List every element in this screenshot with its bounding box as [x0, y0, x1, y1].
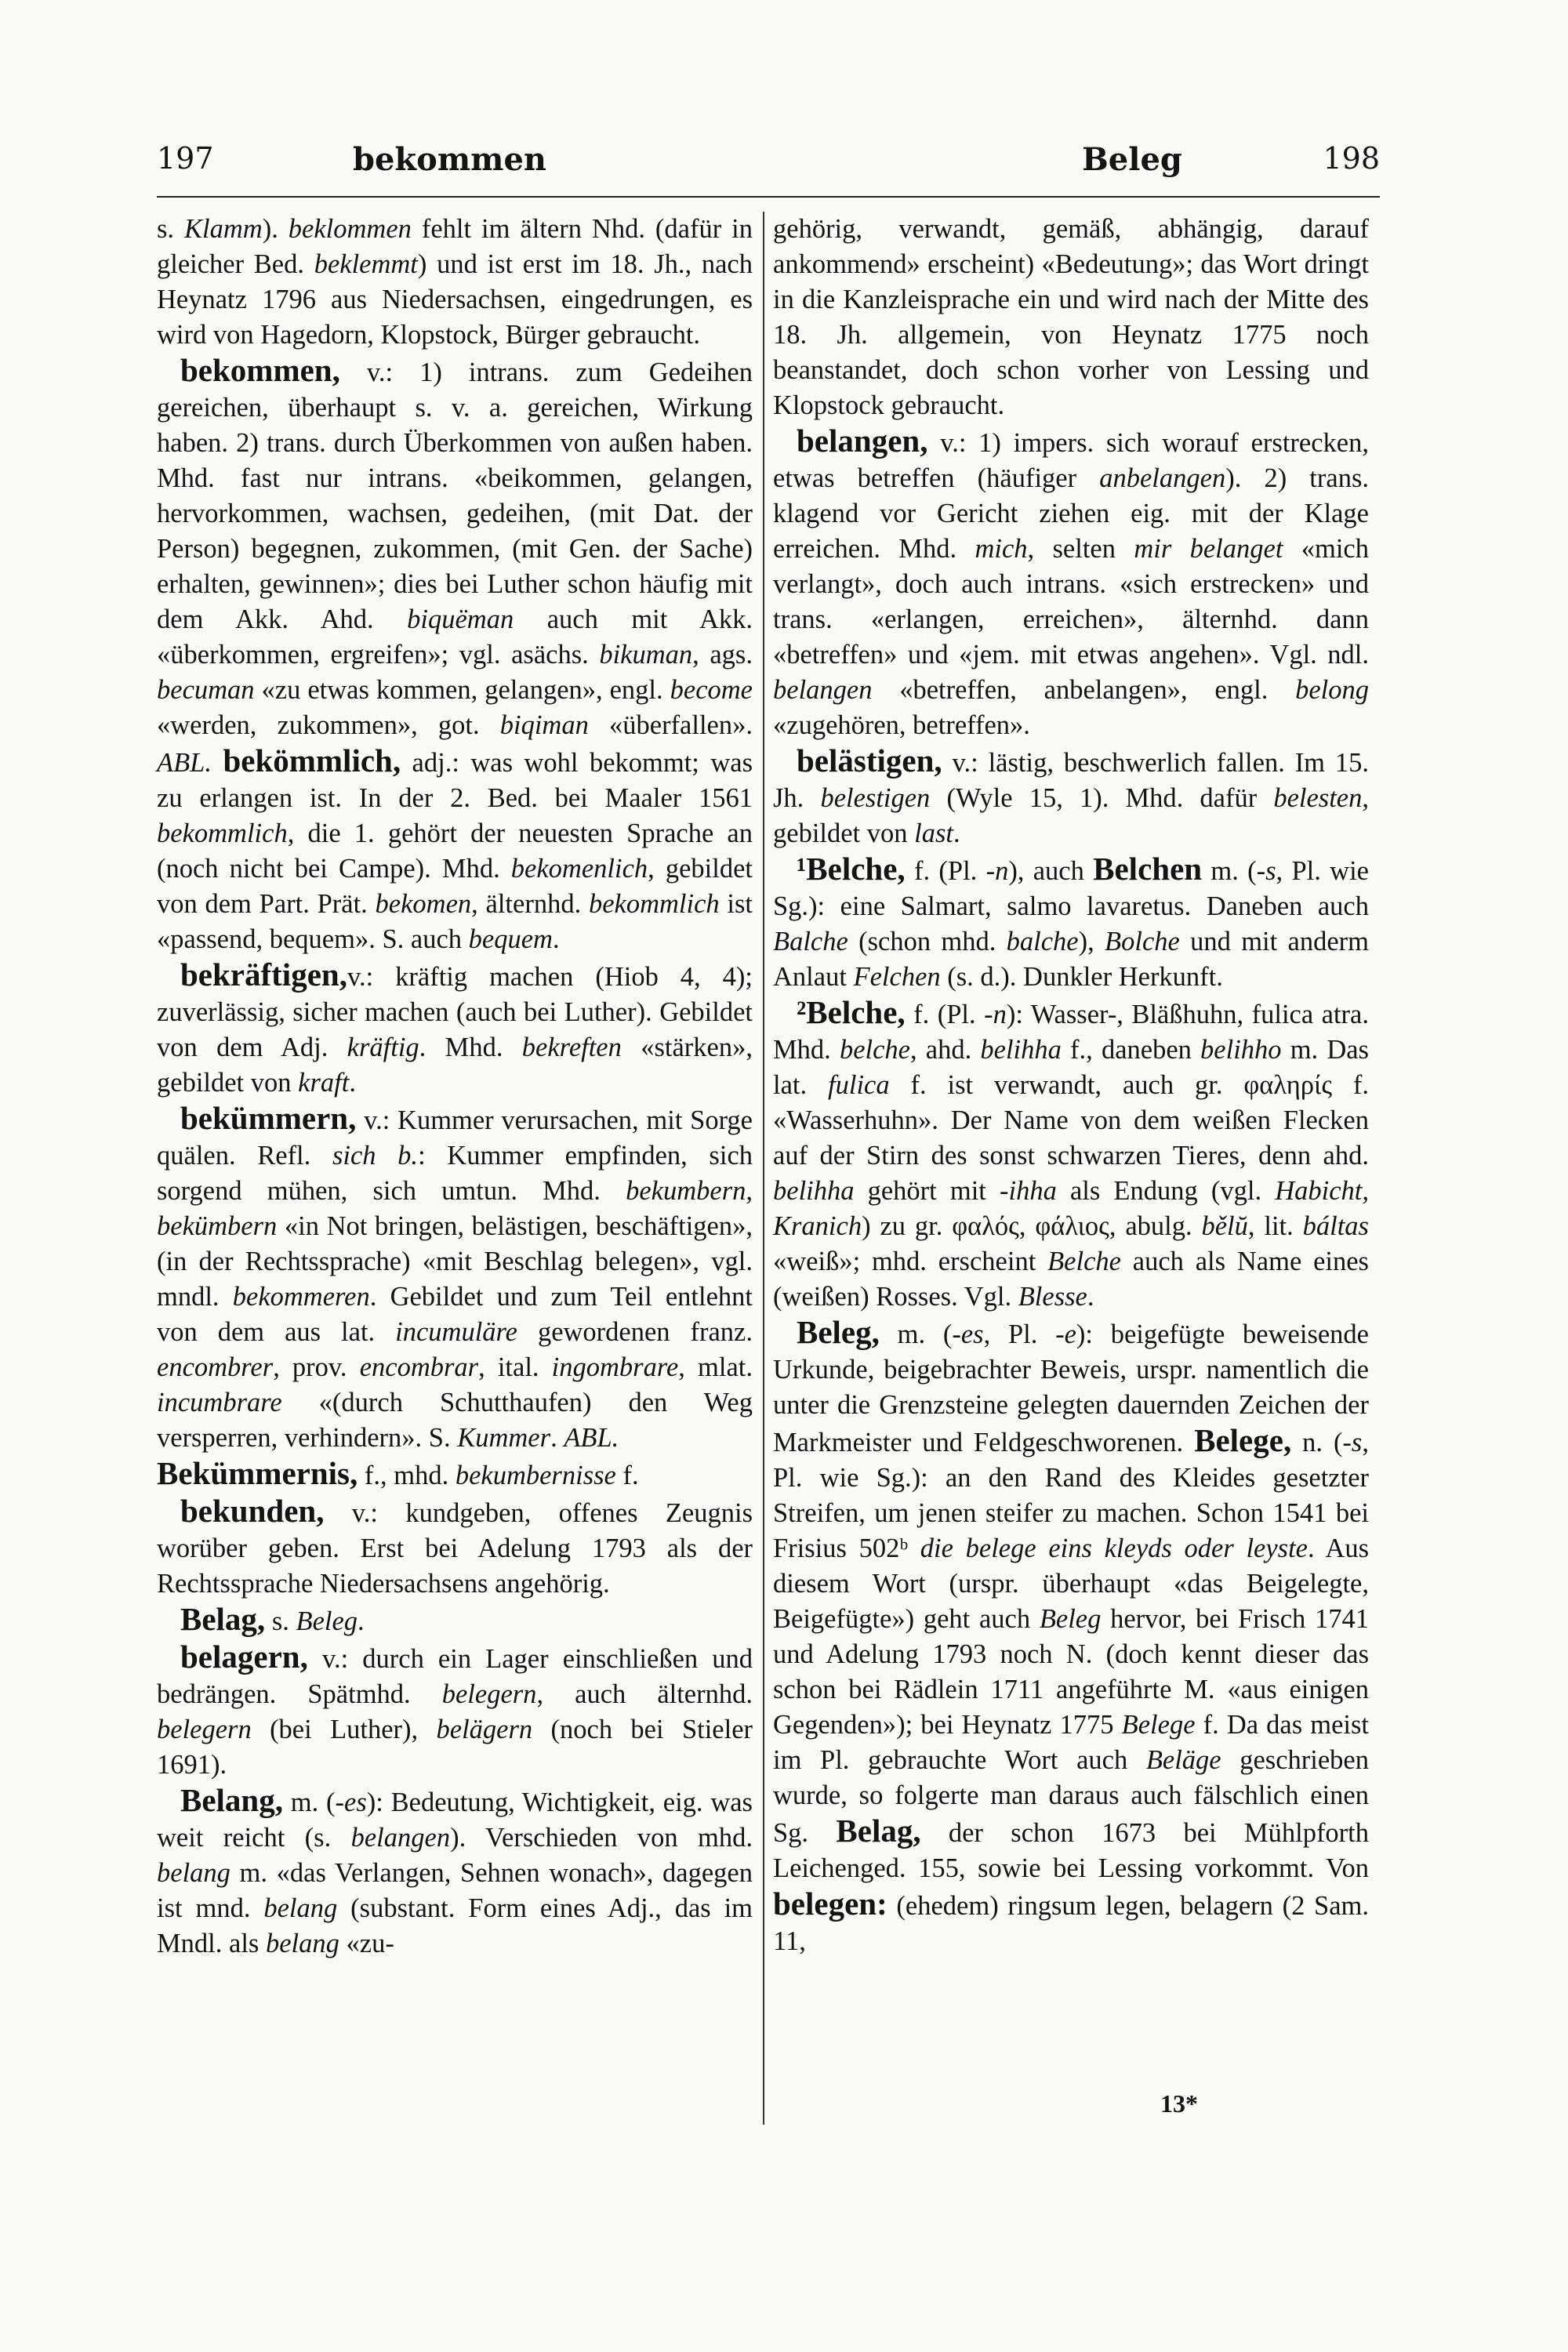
entry-headword: Belege,: [1194, 1422, 1292, 1458]
italic-term: bekomen: [375, 889, 472, 919]
dictionary-entry: [773, 995, 1369, 1315]
italic-term: bekommlich: [157, 818, 288, 848]
italic-term: belang: [263, 1893, 338, 1923]
entry-headword: ¹Belche,: [797, 851, 906, 887]
entry-text: der schon 1673 bei Mühlpforth Leichenged. 155, sowie bei Lessing vorkommt. Von: [773, 1818, 1370, 1883]
entry-text: m. (-: [1202, 856, 1266, 886]
entry-text: , ahd.: [910, 1035, 981, 1065]
italic-term: belegern: [441, 1679, 537, 1709]
entry-headword: belangen,: [797, 423, 928, 459]
entry-text: . Aus diesem Wort (urspr. überhaupt «das Beigelegte, Beigefügte») geht auch: [773, 1534, 1370, 1634]
entry-headword: Belchen: [1093, 851, 1203, 887]
italic-term: bikuman: [599, 640, 693, 670]
entry-text: (Wyle 15, 1). Mhd. dafür: [930, 783, 1274, 813]
entry-text: . Mhd.: [419, 1033, 522, 1062]
italic-term: belangen: [773, 675, 873, 705]
italic-term: last: [914, 818, 953, 848]
entry-text: [212, 748, 223, 778]
italic-term: Beleg: [1039, 1604, 1102, 1634]
italic-term: báltas: [1302, 1211, 1369, 1241]
entry-text: , gebildet von dem Part. Prät.: [157, 854, 753, 919]
entry-text: «betreffen, anbelangen», engl.: [872, 675, 1296, 705]
dictionary-entry: [773, 743, 1369, 851]
italic-term: incumbrare: [157, 1388, 282, 1417]
italic-term: belihha: [773, 1176, 855, 1206]
entry-text: (ehedem) ringsum legen, belagern (2 Sam. 11,: [773, 1891, 1369, 1956]
italic-term: ABL.: [564, 1423, 619, 1453]
entry-text: v.: durch ein Lager einschließen und bedrängen. Spätmhd.: [157, 1644, 753, 1709]
entry-text: , ags.: [692, 640, 753, 670]
entry-text: .: [550, 1423, 564, 1453]
entry-text: (s. d.). Dunkler Herkunft.: [940, 962, 1223, 992]
entry-text: , Pl. -: [983, 1319, 1065, 1349]
italic-term: belägern: [436, 1715, 533, 1744]
dictionary-entry: [157, 1494, 753, 1602]
entry-text: , selten: [1027, 534, 1134, 564]
entry-text: , lit.: [1247, 1211, 1303, 1241]
entry-text: ). Verschieden von mhd.: [450, 1823, 753, 1853]
right-column: [773, 212, 1369, 1959]
entry-text: «werden, zukommen», got.: [157, 710, 500, 740]
entry-text: s.: [265, 1606, 296, 1636]
italic-term: bekommlich: [588, 889, 720, 919]
entry-text: , die 1. gehört der neuesten Sprache an (noch nicht bei Campe). Mhd.: [157, 818, 753, 884]
entry-headword: belegen:: [773, 1886, 887, 1922]
entry-text: m. (-: [879, 1319, 961, 1349]
entry-headword: bekümmern,: [180, 1100, 357, 1136]
entry-headword: bekömmlich,: [223, 742, 401, 779]
entry-text: (schon mhd.: [848, 927, 1007, 956]
italic-term: belang: [157, 1858, 230, 1888]
italic-term: mir belanget: [1134, 534, 1283, 564]
entry-text: f. ist verwandt, auch gr. φαληρίς f. «Wasserhuhn». Der Name von dem weißen Flecken auf der Stirn des sonst schwarzen Tieres, denn ahd.: [773, 1070, 1370, 1171]
italic-term: n: [995, 856, 1009, 886]
entry-text: ) und ist erst im 18. Jh., nach Heynatz 1796 aus Niedersachsen, eingedrungen, es wird von Hagedorn, Klopstock, Bürger gebraucht.: [157, 249, 753, 350]
entry-text: ).: [262, 214, 289, 244]
italic-term: Habicht, Kranich: [773, 1176, 1369, 1241]
italic-term: anbelangen: [1099, 463, 1226, 493]
entry-headword: ²Belche,: [797, 994, 906, 1030]
dictionary-entry: [157, 353, 753, 957]
entry-text: , auch älternhd.: [536, 1679, 753, 1709]
entry-text: v.: 1) intrans. zum Gedeihen gereichen, überhaupt s. v. a. gereichen, Wirkung haben. 2) trans. durch Überkommen von außen haben. Mhd. fast nur intrans. «beikommen, gelangen, hervorkommen, wachsen, gedeihen, (mit Dat. der Person) begegnen, zukommen, (mit Gen. der Sache) erhalten, gewinnen»; dies bei Luther schon häufig mit dem Akk. Ahd.: [157, 358, 753, 634]
entry-text: , prov.: [273, 1352, 360, 1382]
entry-text: , gebildet von: [773, 783, 1369, 848]
left-column: [157, 212, 753, 1962]
italic-term: belihha: [980, 1035, 1062, 1065]
entry-headword: bekräftigen,: [180, 956, 347, 993]
dictionary-entry: [157, 1456, 753, 1494]
dictionary-entry: [773, 1315, 1369, 1959]
italic-term: become: [670, 675, 753, 705]
entry-text: gehörig, verwandt, gemäß, abhängig, darauf ankommend» erscheint) «Bedeutung»; das Wort dringt in die Kanzleisprache ein und wird nach der Mitte des 18. Jh. allgemein, von Heynatz 1775 noch beanstandet, doch schon vorher von Lessing und Klopstock gebraucht.: [773, 214, 1369, 420]
italic-term: bělŭ: [1201, 1211, 1248, 1241]
italic-term: Balche: [773, 927, 848, 956]
entry-text: «überfallen».: [588, 710, 753, 740]
running-header: [157, 141, 1380, 198]
entry-text: s.: [157, 214, 185, 244]
entry-text: ), auch: [1008, 856, 1094, 886]
entry-text: .: [1087, 1282, 1094, 1312]
page-number-left: 197: [157, 141, 214, 176]
entry-text: «zu-: [339, 1929, 394, 1958]
entry-headword: Belag,: [836, 1813, 921, 1849]
entry-text: v.: 1) impers. sich worauf erstrecken, etwas betreffen (häufiger: [773, 428, 1369, 493]
entry-text: auch als Name eines (weißen) Rosses. Vgl.: [773, 1247, 1369, 1312]
signature-mark: 13*: [1160, 2089, 1198, 2118]
italic-term: becuman: [157, 675, 255, 705]
entry-text: (substant. Form eines Adj., das im Mndl. als: [157, 1893, 753, 1958]
entry-text: ): Wasser-, Bläßhuhn, fulica atra. Mhd.: [773, 1000, 1369, 1065]
entry-headword: belagern,: [180, 1639, 308, 1675]
italic-term: belang: [265, 1929, 339, 1958]
entry-text: (noch bei Stieler 1691).: [157, 1715, 753, 1780]
entry-text: ist «passend, bequem». S. auch: [157, 889, 753, 954]
italic-term: Kummer: [457, 1423, 551, 1453]
entry-text: ),: [1078, 927, 1105, 956]
italic-term: belihho: [1200, 1035, 1282, 1065]
italic-term: encombrer: [157, 1352, 274, 1382]
italic-term: ingombrare: [551, 1352, 679, 1382]
italic-term: Beleg: [296, 1606, 358, 1636]
entry-text: «zu etwas kommen, gelangen», engl.: [254, 675, 670, 705]
italic-term: incumuläre: [395, 1317, 517, 1347]
dictionary-entry: [157, 1783, 753, 1962]
entry-text: v.: lästig, beschwerlich fallen. Im 15. Jh.: [773, 748, 1369, 813]
entry-text: m. (-: [283, 1788, 345, 1817]
entry-text: «weiß»; mhd. erscheint: [773, 1247, 1048, 1276]
entry-text: . Gebildet und zum Teil entlehnt von dem aus lat.: [157, 1282, 753, 1347]
entry-text: «zugehören, betreffen».: [773, 710, 1030, 740]
entry-text: .: [552, 924, 560, 954]
italic-term: bekumbern, bekümbern: [157, 1176, 753, 1241]
italic-term: biquëman: [407, 604, 514, 634]
italic-term: die belege eins kleyds oder leyste: [920, 1534, 1308, 1563]
italic-term: bekreften: [521, 1033, 622, 1062]
entry-text: gehört mit -: [854, 1176, 1009, 1206]
entry-text: geschrieben wurde, so folgerte man daraus auch fälschlich einen Sg.: [773, 1745, 1369, 1848]
entry-text: ): beigefügte beweisende Urkunde, beigebrachter Beweis, urspr. namentlich die unter die Grenzsteine gelegten dauernden Zeichen der Markmeister und Feldgeschworenen.: [773, 1319, 1369, 1457]
entry-text: .: [953, 818, 960, 848]
italic-term: belesten: [1273, 783, 1363, 813]
italic-term: bequem: [468, 924, 553, 954]
entry-text: v.: kundgeben, offenes Zeugnis worüber geben. Erst bei Adelung 1793 als der Rechtssprache Niedersachsens angehörig.: [157, 1498, 753, 1599]
entry-text: f., mhd.: [358, 1461, 456, 1490]
entry-text: , Pl. wie Sg.): an den Rand des Kleides gesetzter Streifen, um jenen steifer zu machen. Schon 1541 bei Frisius 502ᵇ: [773, 1428, 1369, 1563]
entry-text: auch mit Akk. «überkommen, ergreifen»; vgl. asächs.: [157, 604, 753, 670]
entry-text: (bei Luther),: [251, 1715, 437, 1744]
entry-text: m. Das lat.: [773, 1035, 1369, 1100]
entry-headword: belästigen,: [797, 742, 942, 779]
entry-text: ): Bedeutung, Wichtigkeit, eig. was weit reicht (s.: [157, 1788, 753, 1853]
entry-text: ). 2) trans. klagend vor Gericht ziehen eig. mit der Klage erreichen. Mhd.: [773, 463, 1369, 564]
italic-term: bekommeren: [232, 1282, 370, 1312]
italic-term: kräftig: [347, 1033, 419, 1062]
italic-term: s: [1351, 1428, 1363, 1457]
entry-text: n. (-: [1291, 1428, 1352, 1457]
italic-term: Belege: [1121, 1710, 1196, 1740]
entry-headword: Beleg,: [797, 1314, 880, 1350]
entry-text: und mit anderm Anlaut: [773, 927, 1369, 992]
entry-text: , ital.: [478, 1352, 552, 1382]
entry-text: f.: [615, 1461, 639, 1490]
italic-term: belong: [1295, 675, 1369, 705]
dictionary-entry: [157, 1602, 753, 1639]
italic-term: e: [1064, 1319, 1076, 1349]
entry-headword: bekommen,: [180, 352, 340, 388]
italic-term: biqiman: [499, 710, 589, 740]
entry-text: f. Da das meist im Pl. gebrauchte Wort auch: [773, 1710, 1370, 1775]
italic-term: Beläge: [1145, 1745, 1221, 1775]
italic-term: n: [993, 1000, 1007, 1029]
italic-term: fulica: [828, 1070, 890, 1100]
entry-text: adj.: was wohl bekommt; was zu erlangen ist. In der 2. Bed. bei Maaler 1561: [157, 748, 753, 813]
entry-text: f., daneben: [1061, 1035, 1201, 1065]
entry-text: fehlt im ältern Nhd. (dafür in gleicher Bed.: [157, 214, 753, 279]
dictionary-entry: [157, 957, 753, 1101]
entry-text: «(durch Schutthaufen) den Weg versperren, verhindern». S.: [157, 1388, 753, 1453]
entry-text: v.: Kummer verursachen, mit Sorge quälen. Refl.: [157, 1105, 753, 1171]
entry-text: .: [349, 1068, 356, 1098]
italic-term: ihha: [1008, 1176, 1057, 1206]
entry-text: «in Not bringen, belästigen, beschäftigen», (in der Rechtssprache) «mit Beschlag belegen», vgl. mndl.: [157, 1211, 753, 1312]
entry-text: als Endung (vgl.: [1056, 1176, 1276, 1206]
entry-text: : Kummer empfinden, sich sorgend mühen, sich umtun. Mhd.: [157, 1141, 753, 1206]
dictionary-entry: [157, 212, 753, 353]
entry-text: f. (Pl. -: [905, 856, 996, 886]
entry-text: , mlat.: [678, 1352, 753, 1382]
entry-headword: Belang,: [180, 1782, 283, 1818]
italic-term: encombrar: [359, 1352, 479, 1382]
italic-term: Belche: [1047, 1247, 1121, 1276]
entry-text: , Pl. wie Sg.): eine Salmart, salmo lavaretus. Daneben auch: [773, 856, 1369, 921]
italic-term: sich b.: [332, 1141, 419, 1171]
italic-term: ABL.: [157, 748, 212, 778]
italic-term: kraft: [298, 1068, 350, 1098]
italic-term: Klamm: [184, 214, 263, 244]
entry-text: ) zu gr. φαλός, φάλιος, abulg.: [862, 1211, 1202, 1241]
italic-term: belangen: [350, 1823, 451, 1853]
dictionary-entry: [157, 1101, 753, 1456]
dictionary-entry: [773, 423, 1369, 743]
italic-term: Felchen: [853, 962, 941, 992]
italic-term: beklommen: [288, 214, 412, 244]
italic-term: mich: [975, 534, 1028, 564]
entry-text: v.: kräftig machen (Hiob 4, 4); zuverlässig, sicher machen (auch bei Luther). Gebildet von dem Adj.: [157, 962, 753, 1062]
column-divider: [763, 212, 764, 2125]
entry-text: «stärken», gebildet von: [157, 1033, 753, 1098]
entry-text: f. (Pl. -: [905, 1000, 993, 1029]
dictionary-entry: [157, 1639, 753, 1783]
entry-text: m. «das Verlangen, Sehnen wonach», dagegen ist mnd.: [157, 1858, 753, 1923]
italic-term: Bolche: [1105, 927, 1180, 956]
italic-term: bekumbernisse: [455, 1461, 616, 1490]
italic-term: belestigen: [820, 783, 931, 813]
italic-term: belegern: [157, 1715, 252, 1744]
entry-headword: bekunden,: [180, 1493, 325, 1529]
italic-term: es: [344, 1788, 367, 1817]
entry-text: gewordenen franz.: [517, 1317, 753, 1347]
entry-headword: Bekümmernis,: [157, 1455, 358, 1491]
entry-text: .: [358, 1606, 365, 1636]
italic-term: balche: [1006, 927, 1079, 956]
running-headword-right: Beleg: [1082, 141, 1182, 178]
italic-term: Blesse: [1018, 1282, 1087, 1312]
italic-term: bekomenlich: [510, 854, 648, 884]
italic-term: s: [1265, 856, 1276, 886]
page-number-right: 198: [1323, 141, 1380, 176]
entry-headword: Belag,: [180, 1601, 266, 1637]
entry-text: hervor, bei Frisch 1741 und Adelung 1793 noch N. (doch kennt dieser das schon bei Rädlein 1711 angeführte M. «aus einigen Gegenden»); bei Heynatz 1775: [773, 1604, 1369, 1740]
dictionary-entry: [773, 212, 1369, 423]
italic-term: beklemmt: [314, 249, 418, 279]
italic-term: es: [960, 1319, 984, 1349]
dictionary-entry: [773, 851, 1369, 995]
italic-term: belche: [839, 1035, 910, 1065]
running-headword-left: bekommen: [353, 141, 546, 178]
entry-text: , älternhd.: [471, 889, 589, 919]
entry-text: «mich verlangt», doch auch intrans. «sich erstrecken» und trans. «erlangen, erreichen», älternhd. dann «betreffen» und «jem. mit etwas angehen». Vgl. ndl.: [773, 534, 1369, 670]
